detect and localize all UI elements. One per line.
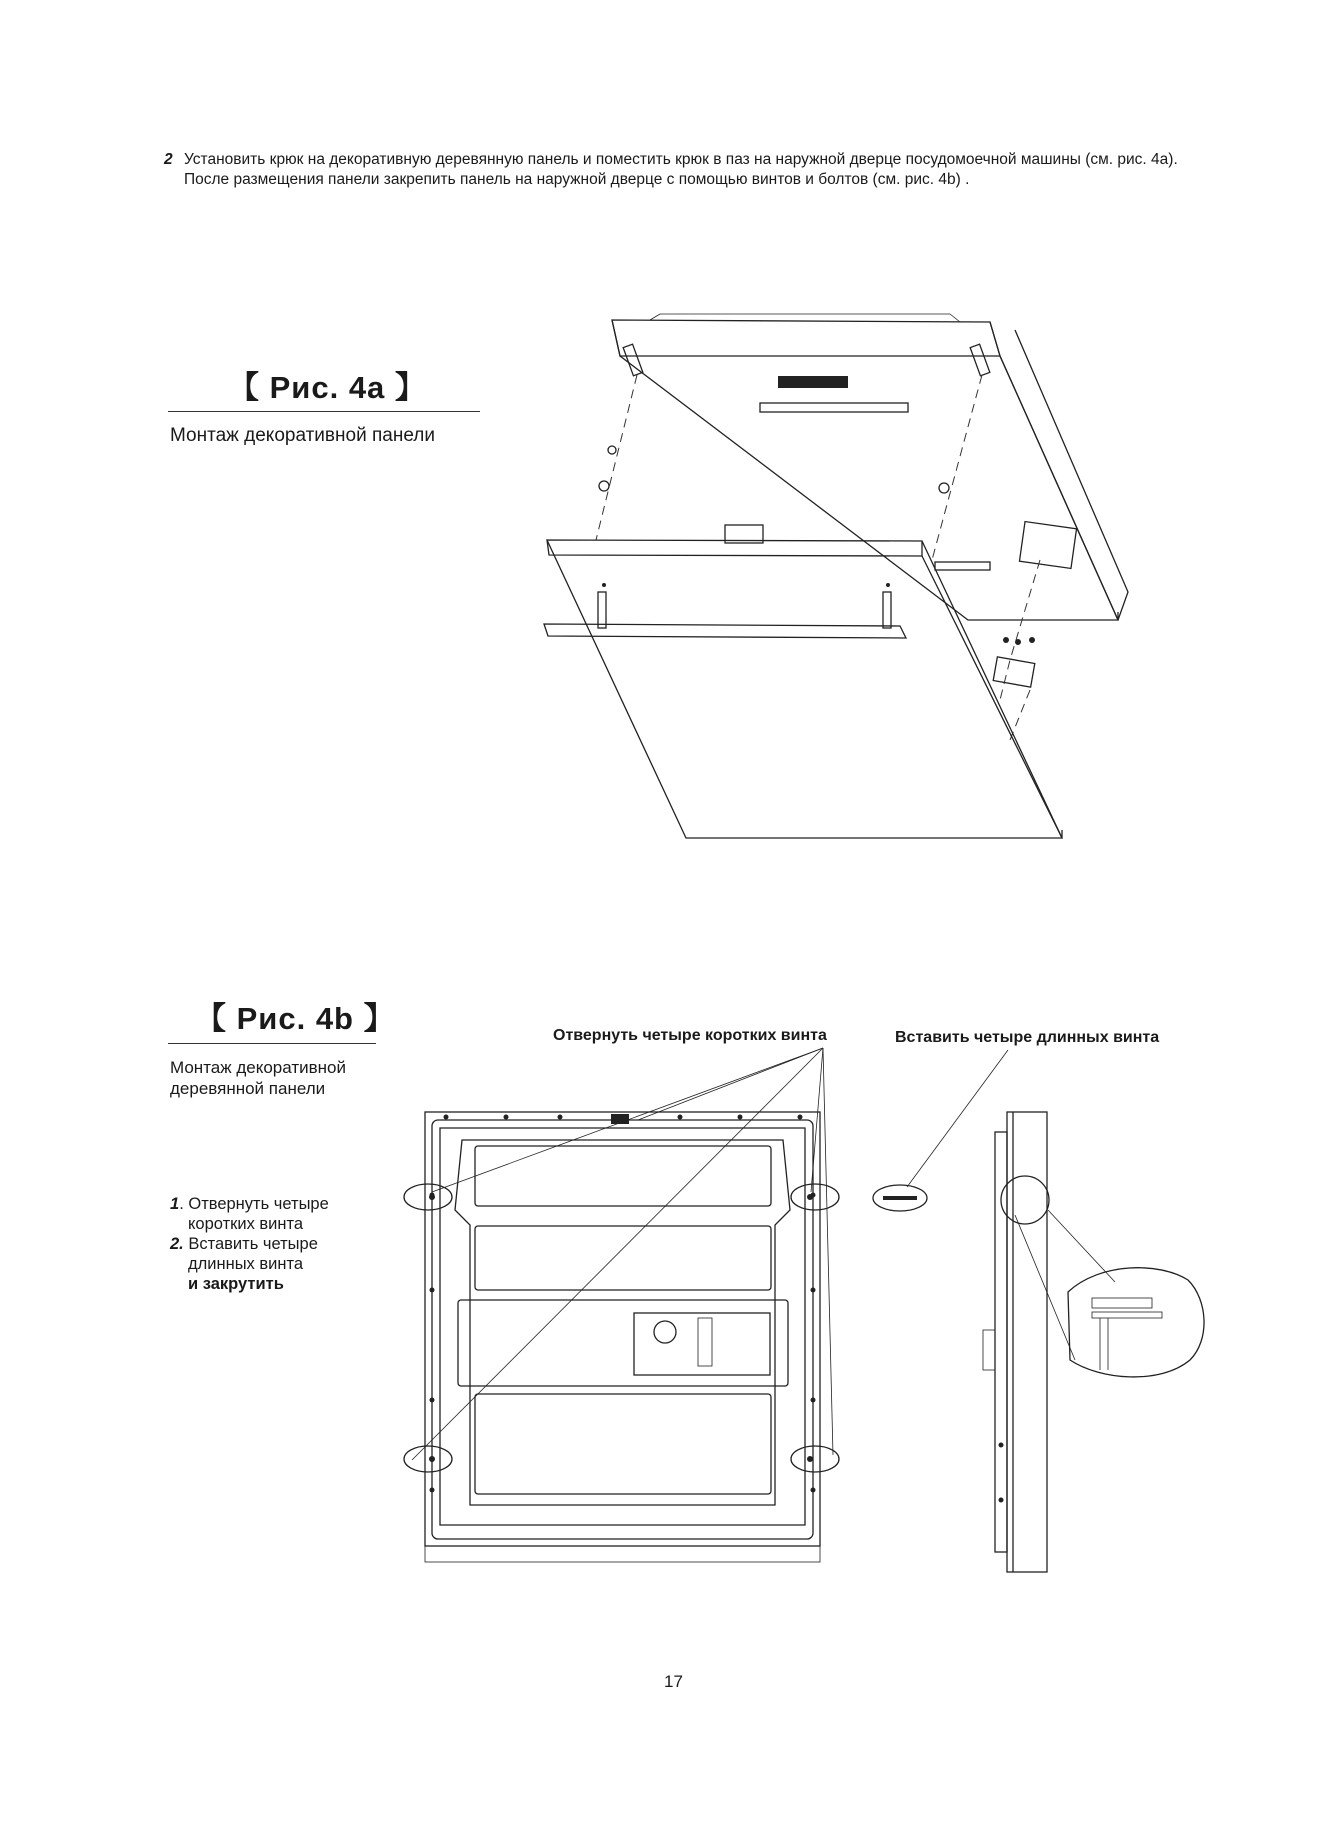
fig-4b-leaders xyxy=(412,1048,1008,1460)
step-final: и закрутить xyxy=(188,1275,284,1293)
page-number: 17 xyxy=(664,1672,683,1691)
step-1: 1. Отвернуть четыре xyxy=(170,1195,329,1213)
fig-4b-caption-line2: деревянной панели xyxy=(170,1079,326,1098)
step-1-line2: коротких винта xyxy=(188,1215,304,1233)
fig-4b-caption-line1: Монтаж декоративной xyxy=(170,1058,346,1077)
step-2: 2. Вставить четыре xyxy=(170,1235,318,1253)
step-number: 2 xyxy=(164,151,173,168)
step-2-line2: длинных винта xyxy=(188,1255,304,1273)
callout-long-screws: Вставить четыре длинных винта xyxy=(895,1029,1160,1046)
callout-short-screws: Отвернуть четыре коротких винта xyxy=(553,1027,827,1044)
fig-4b-title: 【 Рис. 4b 】 xyxy=(195,1001,396,1036)
long-screw-symbol xyxy=(873,1185,927,1211)
door-side-view xyxy=(983,1112,1204,1572)
fig-4a-title: 【 Рис. 4а 】 xyxy=(228,370,427,405)
fig-4a-caption: Монтаж декоративной панели xyxy=(170,425,435,446)
step-text: Установить крюк на декоративную деревянную панель и поместить крюк в паз на наружной дверце посудомоечной машины (см. рис. 4а). После размещения панели закрепить панель на наружной дверце с помощью винтов и болтов (см. рис. 4b) . xyxy=(184,151,1178,188)
inner-door-front xyxy=(404,1112,839,1562)
